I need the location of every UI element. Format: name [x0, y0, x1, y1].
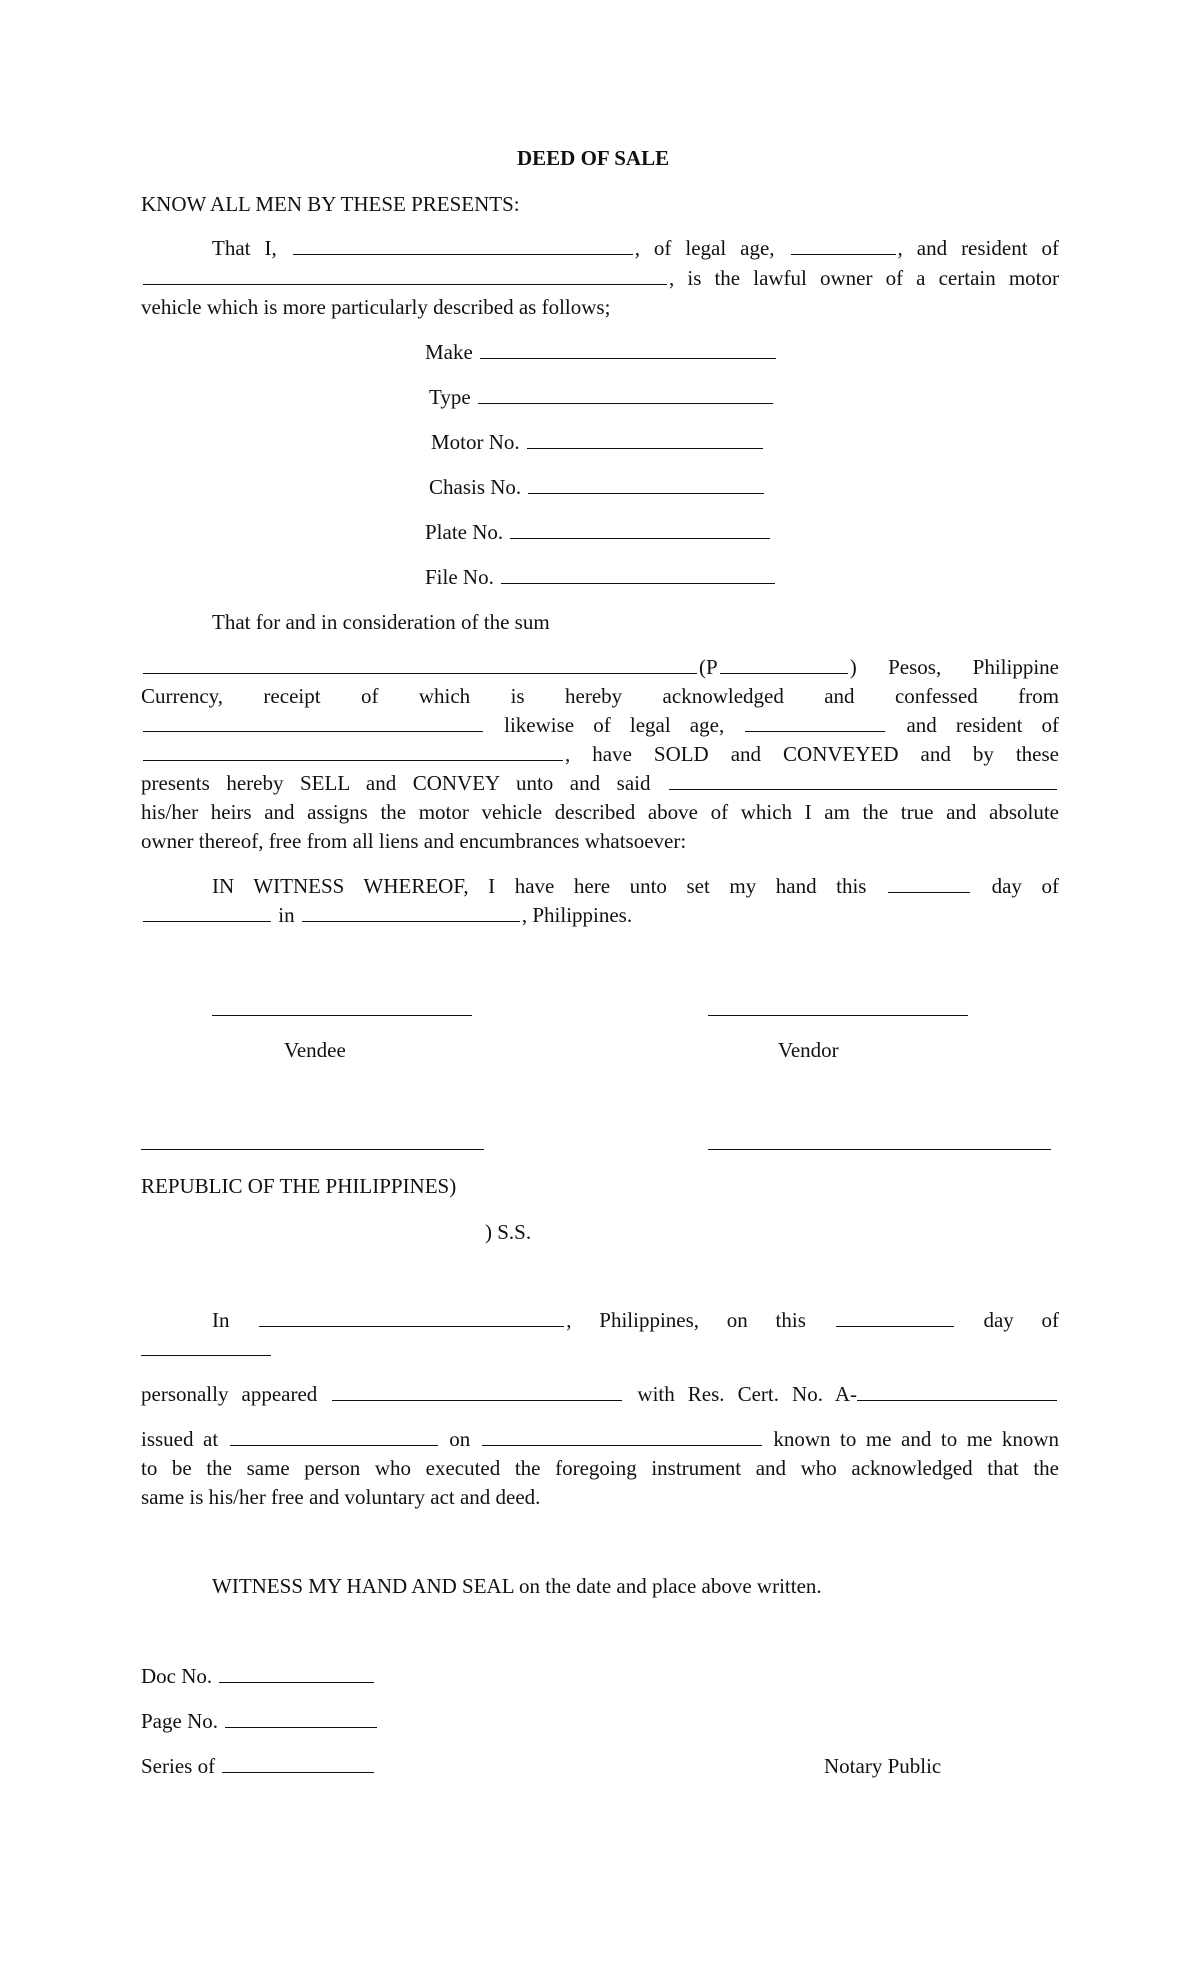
p1-line-2: , is the lawful owner of a certain motor	[141, 268, 1059, 289]
make-blank[interactable]	[480, 357, 776, 359]
file-field: File No.	[425, 567, 777, 588]
p2-line-4: , have SOLD and CONVEYED and by these	[141, 744, 1059, 765]
plate-field: Plate No.	[425, 522, 772, 543]
intro-line: KNOW ALL MEN BY THESE PRESENTS:	[141, 192, 520, 216]
vendor-address-blank[interactable]	[143, 283, 667, 285]
witness-signature-line-left[interactable]	[141, 1149, 484, 1150]
document-title: DEED OF SALE	[517, 146, 670, 170]
month-underline	[141, 1354, 271, 1356]
witness-signature-line-right[interactable]	[708, 1149, 1051, 1150]
p2-line-1: (P ) Pesos, Philippine	[141, 657, 1059, 678]
make-field: Make	[425, 342, 778, 363]
vendee-signature-line[interactable]	[212, 1015, 472, 1016]
type-blank[interactable]	[478, 402, 773, 404]
notary-month-blank[interactable]	[141, 1339, 271, 1360]
issued-place-blank[interactable]	[230, 1444, 438, 1446]
vendor-label: Vendor	[778, 1038, 839, 1062]
vendor-signature-line[interactable]	[708, 1015, 968, 1016]
civil-status-blank[interactable]	[791, 253, 896, 255]
notary-line-2: to be the same person who executed the foregoing instrument and who acknowledged that the	[141, 1456, 1059, 1480]
chasis-blank[interactable]	[528, 492, 764, 494]
republic-line: REPUBLIC OF THE PHILIPPINES)	[141, 1174, 457, 1198]
motor-field: Motor No.	[431, 432, 765, 453]
type-field: Type	[429, 387, 775, 408]
p2-line-7: owner thereof, free from all liens and encumbrances whatsoever:	[141, 829, 687, 853]
file-blank[interactable]	[501, 582, 775, 584]
page-no-blank[interactable]	[225, 1726, 377, 1728]
p1-line-3: vehicle which is more particularly described as follows;	[141, 295, 611, 319]
series-field: Series of	[141, 1756, 376, 1777]
witness-place-blank[interactable]	[302, 920, 520, 922]
p2-line-2: Currency, receipt of which is hereby acknowledged and confessed from	[141, 684, 1059, 708]
notary-public-label: Notary Public	[824, 1754, 942, 1778]
witness-line-2: in , Philippines.	[141, 905, 632, 926]
p2-line-3: likewise of legal age, and resident of	[141, 715, 1059, 736]
appeared-line: personally appeared with Res. Cert. No. A-	[141, 1384, 1059, 1405]
doc-no-field: Doc No.	[141, 1666, 376, 1687]
vendor-name-blank[interactable]	[293, 253, 633, 255]
issued-line: issued at on known to me and to me known	[141, 1427, 1060, 1451]
witness-line-1: IN WITNESS WHEREOF, I have here unto set my hand this day of	[212, 874, 1059, 898]
amount-figure-blank[interactable]	[720, 672, 848, 674]
p2-line-6: his/her heirs and assigns the motor vehicle described above of which I am the true and absolute	[141, 800, 1059, 824]
vendee-address-blank[interactable]	[143, 759, 563, 761]
doc-no-blank[interactable]	[219, 1681, 374, 1683]
p2-lead: That for and in consideration of the sum	[212, 610, 550, 634]
amount-words-blank[interactable]	[143, 672, 697, 674]
p1-line-1: That I, , of legal age, , and resident of	[212, 236, 1060, 260]
notary-day-blank[interactable]	[836, 1325, 954, 1327]
seal-line: WITNESS MY HAND AND SEAL on the date and place above written.	[212, 1574, 822, 1598]
series-blank[interactable]	[222, 1771, 374, 1773]
notary-line-3: same is his/her free and voluntary act and deed.	[141, 1485, 541, 1509]
plate-blank[interactable]	[510, 537, 770, 539]
rescert-blank[interactable]	[857, 1399, 1057, 1401]
p2-line-5: presents hereby SELL and CONVEY unto and said	[141, 773, 1059, 794]
notary-place-blank[interactable]	[259, 1325, 564, 1327]
appeared-name-blank[interactable]	[332, 1399, 622, 1401]
issued-date-blank[interactable]	[482, 1444, 762, 1446]
vendee-said-blank[interactable]	[669, 788, 1057, 790]
vendee-label: Vendee	[284, 1038, 346, 1062]
notary-line-1: In , Philippines, on this day of	[212, 1308, 1060, 1332]
chasis-field: Chasis No.	[429, 477, 766, 498]
motor-blank[interactable]	[527, 447, 763, 449]
page-no-field: Page No.	[141, 1711, 379, 1732]
witness-day-blank[interactable]	[888, 891, 970, 893]
witness-month-blank[interactable]	[143, 920, 271, 922]
ss-line: ) S.S.	[485, 1220, 532, 1244]
vendee-status-blank[interactable]	[745, 730, 885, 732]
vendee-name-blank[interactable]	[143, 730, 483, 732]
